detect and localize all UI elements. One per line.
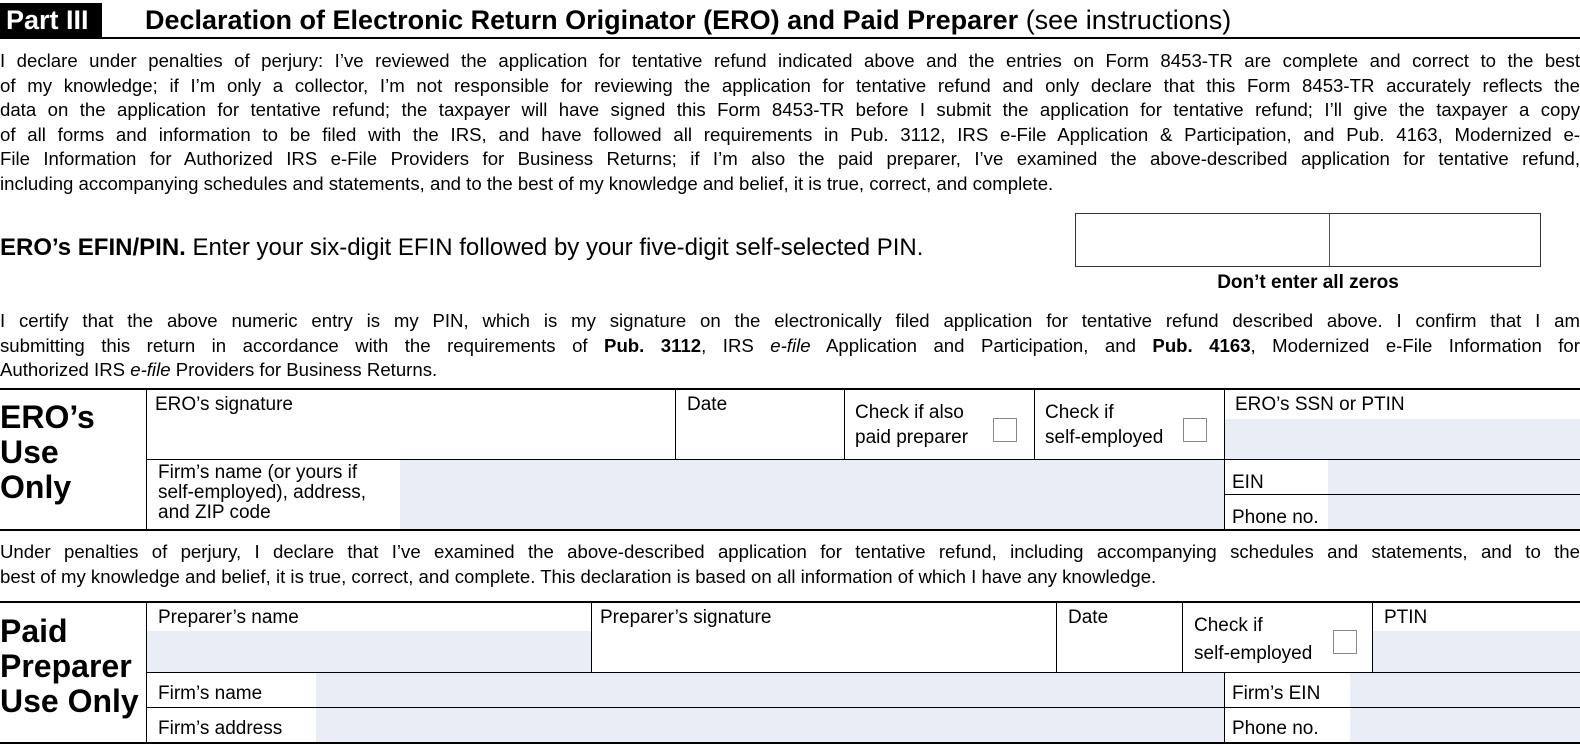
ero-divider — [844, 389, 845, 459]
header-rule — [0, 37, 1580, 39]
ero-ein-field[interactable] — [1328, 460, 1580, 494]
efile-term: e-file — [130, 359, 171, 380]
ero-ssn-field[interactable] — [1225, 419, 1580, 459]
efin-pin-digit-cell[interactable] — [1330, 214, 1580, 266]
perjury-line: best of my knowledge and belief, it is true, correct, and complete. This declaration is based on all information of which I have any knowledge. — [0, 565, 1157, 587]
part-badge: Part III — [0, 3, 102, 37]
firm-label-line: and ZIP code — [158, 502, 271, 523]
ero-divider — [675, 389, 676, 459]
preparer-divider — [1182, 602, 1183, 672]
certify-text: , Modernized e-File Information for — [1250, 334, 1580, 356]
declaration-paragraph — [0, 49, 1580, 196]
declaration-line: data on the application for tentative refund; the taxpayer will have signed this Form 8453-TR before I submit the application for tentative refund; I’ll give the taxpayer a copy — [0, 99, 1580, 120]
firm-label-line: Firm’s name (or yours if — [158, 462, 358, 483]
firm-label-line: self-employed), address, — [158, 482, 367, 503]
check-label-line: Check if — [1045, 402, 1114, 423]
ptin-field[interactable] — [1373, 631, 1580, 672]
check-label-line: paid preparer — [855, 427, 969, 448]
firm-address-label: Firm’s address — [158, 718, 283, 739]
declaration-line: I declare under penalties of perjury: I’ve reviewed the application for tentative refund indicated above and the entries on Form 8453-TR are complete and correct to the best — [0, 50, 1580, 71]
check-label-line: Check if — [1194, 615, 1263, 636]
firm-name-field[interactable] — [316, 673, 1224, 707]
ero-section-line: Only — [0, 469, 72, 505]
ero-phone-label: Phone no. — [1232, 507, 1319, 528]
certify-line — [0, 334, 1580, 359]
ero-bottom-rule — [0, 529, 1580, 531]
ero-top-rule — [0, 388, 1580, 390]
declaration-line: of all forms and information to be filed with the IRS, and have followed all requirements in Pub. 3112, IRS e-File Application & Participation, and Pub. 4163, Modernized e- — [0, 123, 1580, 145]
part-title-bold: Declaration of Electronic Return Originator (ERO) and Paid Preparer — [145, 5, 1019, 35]
certify-text: Authorized IRS — [0, 359, 131, 380]
ero-signature-field[interactable] — [150, 418, 670, 456]
preparer-divider — [1224, 672, 1225, 743]
certify-paragraph — [0, 309, 1580, 383]
preparer-date-label: Date — [1068, 607, 1109, 628]
preparer-name-field[interactable] — [147, 631, 591, 672]
ero-phone-field[interactable] — [1328, 495, 1580, 529]
certify-text: Application and Participation, and — [810, 334, 1153, 356]
pub-3112-ref: Pub. 3112 — [604, 334, 702, 356]
ero-self-employed-checkbox[interactable] — [1183, 418, 1207, 442]
ero-signature-label: ERO’s signature — [155, 394, 293, 415]
ero-ein-label: EIN — [1232, 472, 1264, 493]
ero-divider — [1034, 389, 1035, 459]
ero-divider — [1224, 389, 1225, 530]
check-label-line: self-employed — [1045, 427, 1164, 448]
efin-pin-digit-cell[interactable] — [1076, 214, 1330, 266]
part-title — [145, 3, 1231, 37]
ero-section-line: Use — [0, 434, 59, 470]
certify-text: , IRS — [701, 334, 771, 356]
firm-name-label: Firm’s name — [158, 683, 263, 704]
preparer-divider — [591, 602, 592, 672]
preparer-section-line: Use Only — [0, 683, 139, 719]
declaration-line: including accompanying schedules and statements, and to the best of my knowledge and belief, it is true, correct, and complete. — [0, 172, 1054, 194]
ptin-label: PTIN — [1384, 607, 1428, 628]
efin-label-bold: ERO’s EFIN/PIN. — [0, 234, 186, 261]
perjury-paragraph — [0, 540, 1580, 589]
preparer-section-line: Preparer — [0, 648, 132, 684]
ero-self-employed-label — [1045, 400, 1163, 450]
efile-term: e-file — [770, 334, 811, 356]
ero-date-label: Date — [687, 394, 728, 415]
pub-4163-ref: Pub. 4163 — [1152, 334, 1251, 356]
preparer-top-rule — [0, 601, 1580, 603]
ero-firm-label — [158, 463, 366, 523]
preparer-signature-label: Preparer’s signature — [600, 607, 772, 628]
certify-line — [0, 358, 1580, 383]
ero-section-line: ERO’s — [0, 399, 95, 435]
part-title-note: (see instructions) — [1018, 5, 1232, 35]
preparer-section-line: Paid — [0, 613, 68, 649]
certify-text: Providers for Business Returns. — [170, 359, 438, 380]
paid-preparer-check-label — [855, 400, 968, 450]
firm-ein-field[interactable] — [1350, 673, 1580, 707]
paid-preparer-checkbox[interactable] — [993, 418, 1017, 442]
preparer-bottom-rule — [0, 742, 1580, 744]
certify-line: I certify that the above numeric entry is my PIN, which is my signature on the electronically filed application for tentative refund described above. I confirm that I am — [0, 310, 1580, 331]
check-label-line: self-employed — [1194, 643, 1313, 664]
efin-label — [0, 232, 923, 264]
preparer-date-field[interactable] — [1060, 631, 1180, 669]
preparer-phone-field[interactable] — [1350, 708, 1580, 742]
preparer-self-employed-checkbox[interactable] — [1333, 630, 1357, 654]
certify-text: submitting this return in accordance with the requirements of — [0, 334, 605, 356]
preparer-signature-field[interactable] — [595, 631, 1053, 669]
preparer-divider — [1056, 602, 1057, 672]
preparer-self-employed-label — [1194, 612, 1312, 668]
ero-ssn-label: ERO’s SSN or PTIN — [1235, 394, 1405, 415]
efin-pin-entry — [1075, 213, 1541, 267]
efin-label-text: Enter your six-digit EFIN followed by your five-digit self-selected PIN. — [185, 234, 924, 261]
ero-date-field[interactable] — [680, 418, 840, 456]
efin-note: Don’t enter all zeros — [1217, 272, 1399, 293]
preparer-name-label: Preparer’s name — [158, 607, 299, 628]
declaration-line: File Information for Authorized IRS e-File Providers for Business Returns; if I’m also the paid preparer, I’ve examined the above-described application for tentative refund, — [0, 148, 1580, 169]
ero-section-label — [0, 400, 95, 505]
preparer-phone-label: Phone no. — [1232, 718, 1319, 739]
firm-address-field[interactable] — [316, 708, 1224, 742]
preparer-section-label — [0, 614, 139, 719]
perjury-line: Under penalties of perjury, I declare that I’ve examined the above-described application for tentative refund, including accompanying schedules and statements, and to the — [0, 541, 1580, 562]
firm-ein-label: Firm’s EIN — [1232, 683, 1321, 704]
declaration-line: of my knowledge; if I’m only a collector, I’m not responsible for reviewing the application for tentative refund and only declare that this Form 8453-TR accurately reflects the — [0, 74, 1580, 96]
ero-firm-field[interactable] — [400, 460, 1224, 529]
check-label-line: Check if also — [855, 402, 964, 423]
